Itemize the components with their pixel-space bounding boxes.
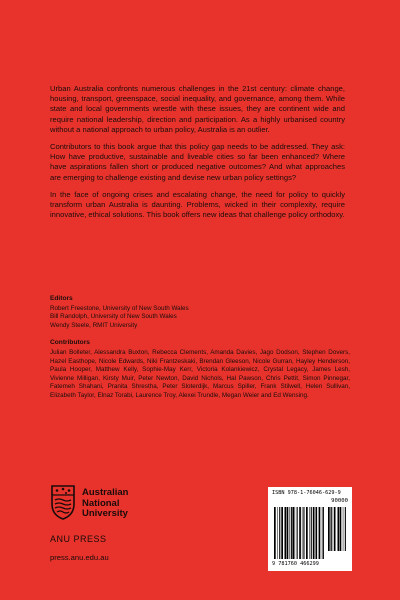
barcode-bar [322,507,323,559]
editor-name: Robert Freestone, University of New South Wales [50,304,189,312]
credits [50,295,350,401]
barcode-bar [279,507,280,559]
barcode-bar [315,507,316,559]
isbn-text: ISBN 978-1-76046-629-9 [272,490,341,496]
barcode-bar [285,507,286,559]
barcode-bar [309,507,310,559]
anu-crest-icon [50,484,76,520]
barcode-digits: 9 781760 466299 [272,561,319,567]
blurb-paragraph-1: Urban Australia confronts numerous challenges in the 21st century: climate change, housing, transport, greenspace, social inequality, and governance, among them. While state and local governments wrestle with these issues, they are continent wide and require national leadership, direction and participation. As a highly urbanised country without a national approach to urban policy, Australia is an outlier. [50,84,345,134]
barcode-bar [292,507,294,559]
barcode-bar [313,507,315,559]
contributors-heading: Contributors [50,339,90,347]
barcode-bar [323,507,324,559]
barcode-bars [274,507,324,559]
barcode-bar [345,507,346,551]
barcode-bar [330,507,331,551]
barcode-bar [303,507,304,559]
price-code: 90000 [331,498,348,504]
barcode-bar [289,507,290,559]
blurb-paragraph-2: Contributors to this book argue that this policy gap needs to be addressed. They ask: How have productive, sustainable and liveable cities so far been enhanced? Where have aspirations fallen short or produced negative outcomes? And what approaches are emerging to challenge existing and devise new urban policy settings? [50,142,345,182]
barcode-bar [299,507,301,559]
barcode-bar [284,507,285,559]
contributors-list: Julian Bolleter, Alessandra Buxton, Rebecca Clements, Amanda Davies, Jago Dodson, Stephen Dovers, Hazel Easthope, Nicole Edwards, Niki Frantzeskaki, Brendan Gleeson, Nicole Gurran, Hayley Henderson, Paula Hooper, Matthew Kelly, Sophie-May Kerr, Victoria Kolankiewicz, Crystal Legacy, James Lesh, Vivienne Milligan, Kirsty Muir, Peter Newton, David Nichols, Hal Pawson, Chris Pettit, Simon Pinnegar, Fatemeh Shahani, Pranita Shrestha, Peter Sloterdijk, Marcus Spiller, Frank Stilwell, Helen Sullivan, Elizabeth Taylor, Elnaz Torabi, Laurence Troy, Alexei Trundle, Megan Weier and Ed Wensing. [50,348,350,399]
editor-name: Wendy Steele, RMIT University [50,321,138,329]
barcode-bar [328,507,330,551]
university-name-line: University [82,508,128,519]
barcode-bar [338,507,339,551]
barcode-bar [306,507,308,559]
barcode-bar [274,507,276,559]
university-name-line: Australian [82,487,129,498]
barcode-bar [319,507,321,559]
blurb-paragraph-3: In the face of ongoing crises and escalating change, the need for policy to quickly transform urban Australia is daunting. Problems, wicked in their complexity, require innovative, ethical solutions. This book offers new ideas that challenge policy orthodoxy. [50,189,345,220]
press-name: ANU PRESS [50,534,107,544]
editors-list [50,305,350,331]
barcode-bar [331,507,332,551]
barcode-bar [316,507,317,559]
isbn-barcode [268,487,352,571]
editor-name: Bill Randolph, University of New South Wales [50,313,177,321]
barcode-addon-bars [328,507,348,559]
barcode-bar [287,507,289,559]
blurb [50,84,345,227]
barcode-bar [277,507,278,559]
barcode-bar [340,507,342,551]
barcode-bar [311,507,312,559]
barcode-bar [291,507,292,559]
university-name-line: National [82,497,120,509]
barcode-bar [302,507,303,559]
editors-heading: Editors [50,295,73,302]
barcode-bar [297,507,298,559]
barcode-bar [281,507,283,559]
barcode-bar [343,507,344,551]
barcode-bar [334,507,336,551]
barcode-bar [295,507,296,559]
university-name [82,488,128,520]
publisher-url: press.anu.edu.au [50,553,109,562]
barcode-bar [337,507,338,551]
